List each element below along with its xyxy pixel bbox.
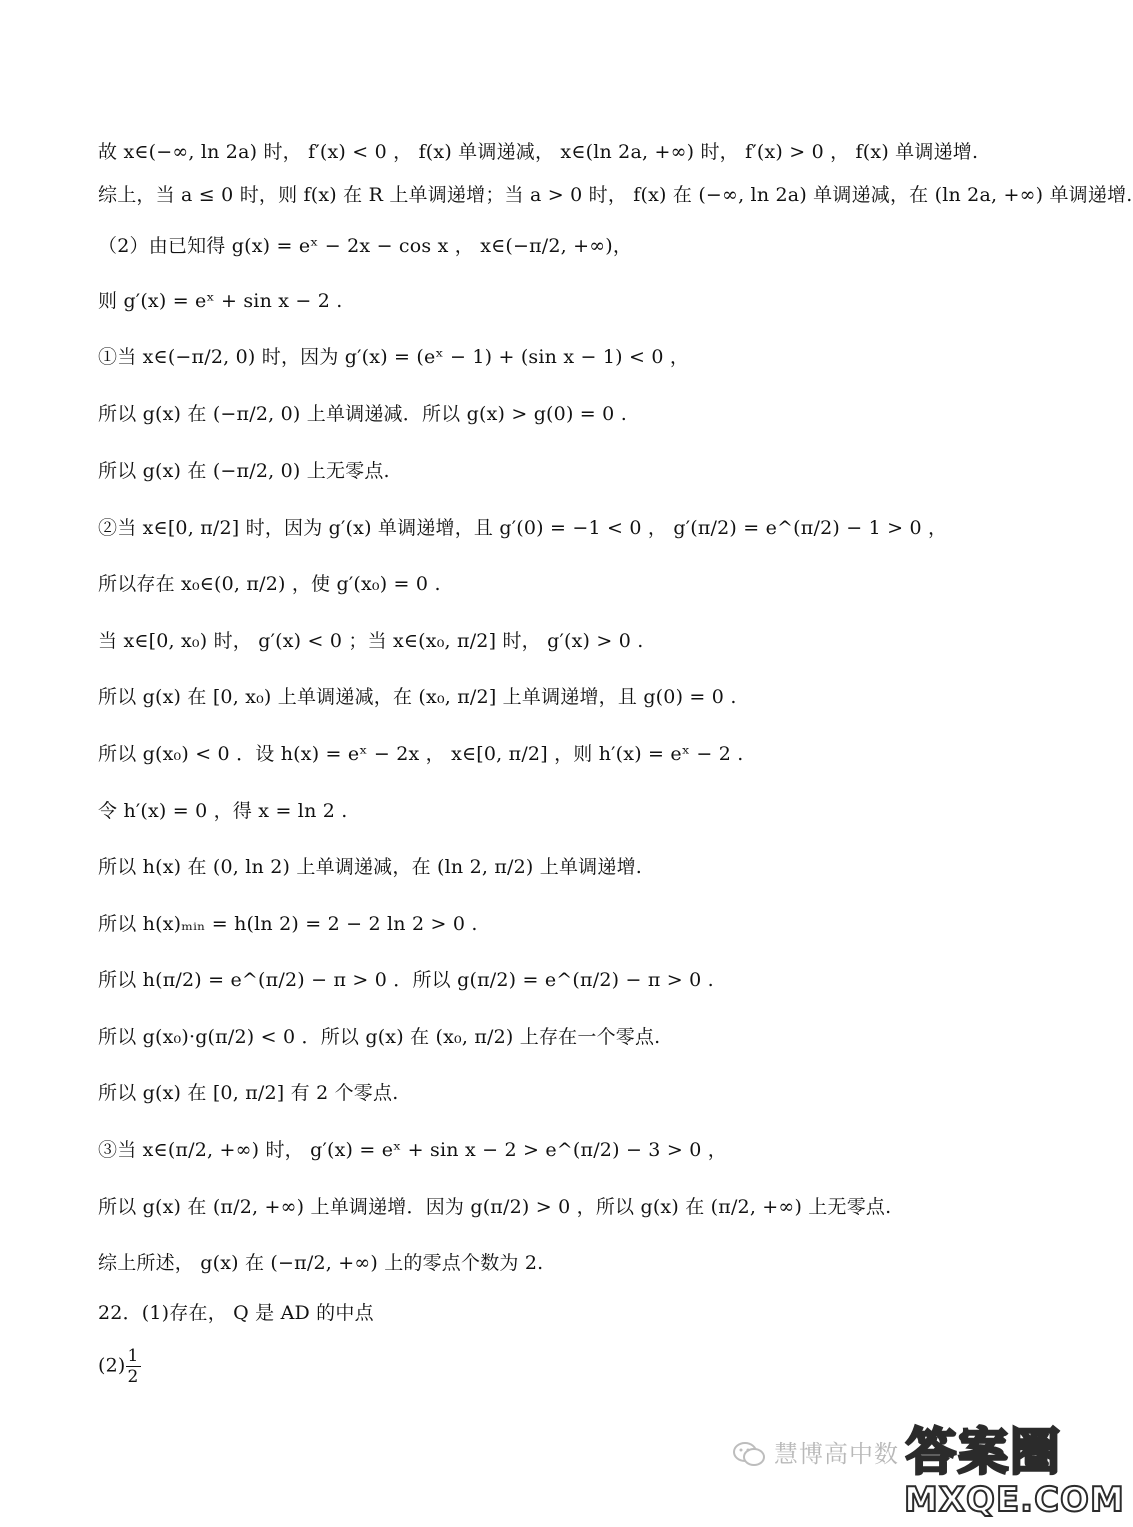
watermark-logo (900, 1422, 1125, 1527)
text-line-4: 则 g′(x) = eˣ + sin x − 2 . (98, 290, 343, 312)
text-line-2: 综上，当 a ≤ 0 时，则 f(x) 在 R 上单调递增；当 a > 0 时， f(x) 在 (−∞, ln 2a) 单调递减，在 (ln 2a, +∞) 单调递增. (98, 184, 1133, 206)
watermark-account-name: 慧博高中数 (774, 1440, 899, 1468)
fraction-numerator: 1 (127, 1346, 139, 1366)
watermark-logo-cn: 答案圈 (906, 1423, 1062, 1481)
text-line-18: 所以 g(x) 在 [0, π/2] 有 2 个零点. (98, 1082, 399, 1104)
text-line-10: 当 x∈[0, x₀) 时， g′(x) < 0 ；当 x∈(x₀, π/2] 时， g′(x) > 0 . (98, 630, 644, 652)
question-22-part-1: 22．(1)存在， Q 是 AD 的中点 (98, 1302, 374, 1324)
text-line-20: 所以 g(x) 在 (π/2, +∞) 上单调递增．因为 g(π/2) > 0 ，所以 g(x) 在 (π/2, +∞) 上无零点. (98, 1196, 892, 1218)
text-line-3: （2）由已知得 g(x) = eˣ − 2x − cos x ， x∈(−π/2, +∞)， (98, 235, 633, 257)
text-line-12: 所以 g(x₀) < 0 ．设 h(x) = eˣ − 2x ， x∈[0, π/2] ，则 h′(x) = eˣ − 2 . (98, 743, 744, 765)
text-line-17: 所以 g(x₀)·g(π/2) < 0 ．所以 g(x) 在 (x₀, π/2) 上存在一个零点. (98, 1026, 661, 1048)
part-2-label: (2) (98, 1354, 126, 1377)
answer-fraction (126, 1346, 141, 1387)
text-line-13: 令 h′(x) = 0 ，得 x = ln 2 . (98, 800, 348, 822)
text-line-9: 所以存在 x₀∈(0, π/2) ，使 g′(x₀) = 0 . (98, 573, 441, 595)
question-22-part-2 (98, 1346, 141, 1387)
watermark-logo-en: MXQE.COM (904, 1480, 1125, 1520)
text-line-5: ①当 x∈(−π/2, 0) 时，因为 g′(x) = (eˣ − 1) + (sin x − 1) < 0 ， (98, 346, 690, 368)
text-line-1: 故 x∈(−∞, ln 2a) 时， f′(x) < 0 ， f(x) 单调递减， x∈(ln 2a, +∞) 时， f′(x) > 0 ， f(x) 单调递增. (98, 141, 979, 163)
watermark (728, 1422, 1125, 1527)
text-line-19: ③当 x∈(π/2, +∞) 时， g′(x) = eˣ + sin x − 2 > e^(π/2) − 3 > 0 ， (98, 1139, 727, 1161)
text-line-14: 所以 h(x) 在 (0, ln 2) 上单调递减，在 (ln 2, π/2) 上单调递增. (98, 856, 643, 878)
text-line-7: 所以 g(x) 在 (−π/2, 0) 上无零点. (98, 460, 390, 482)
text-line-21: 综上所述， g(x) 在 (−π/2, +∞) 上的零点个数为 2. (98, 1252, 544, 1274)
text-line-6: 所以 g(x) 在 (−π/2, 0) 上单调递减．所以 g(x) > g(0) = 0 . (98, 403, 627, 425)
fraction-denominator: 2 (127, 1367, 139, 1387)
text-line-11: 所以 g(x) 在 [0, x₀) 上单调递减，在 (x₀, π/2] 上单调递增，且 g(0) = 0 . (98, 686, 737, 708)
text-line-8: ②当 x∈[0, π/2] 时，因为 g′(x) 单调递增，且 g′(0) = −1 < 0 ， g′(π/2) = e^(π/2) − 1 > 0 ， (98, 517, 948, 539)
text-line-15: 所以 h(x)ₘᵢₙ = h(ln 2) = 2 − 2 ln 2 > 0 . (98, 913, 478, 935)
wechat-icon (732, 1440, 766, 1468)
text-line-16: 所以 h(π/2) = e^(π/2) − π > 0 ．所以 g(π/2) = e^(π/2) − π > 0 . (98, 969, 714, 991)
